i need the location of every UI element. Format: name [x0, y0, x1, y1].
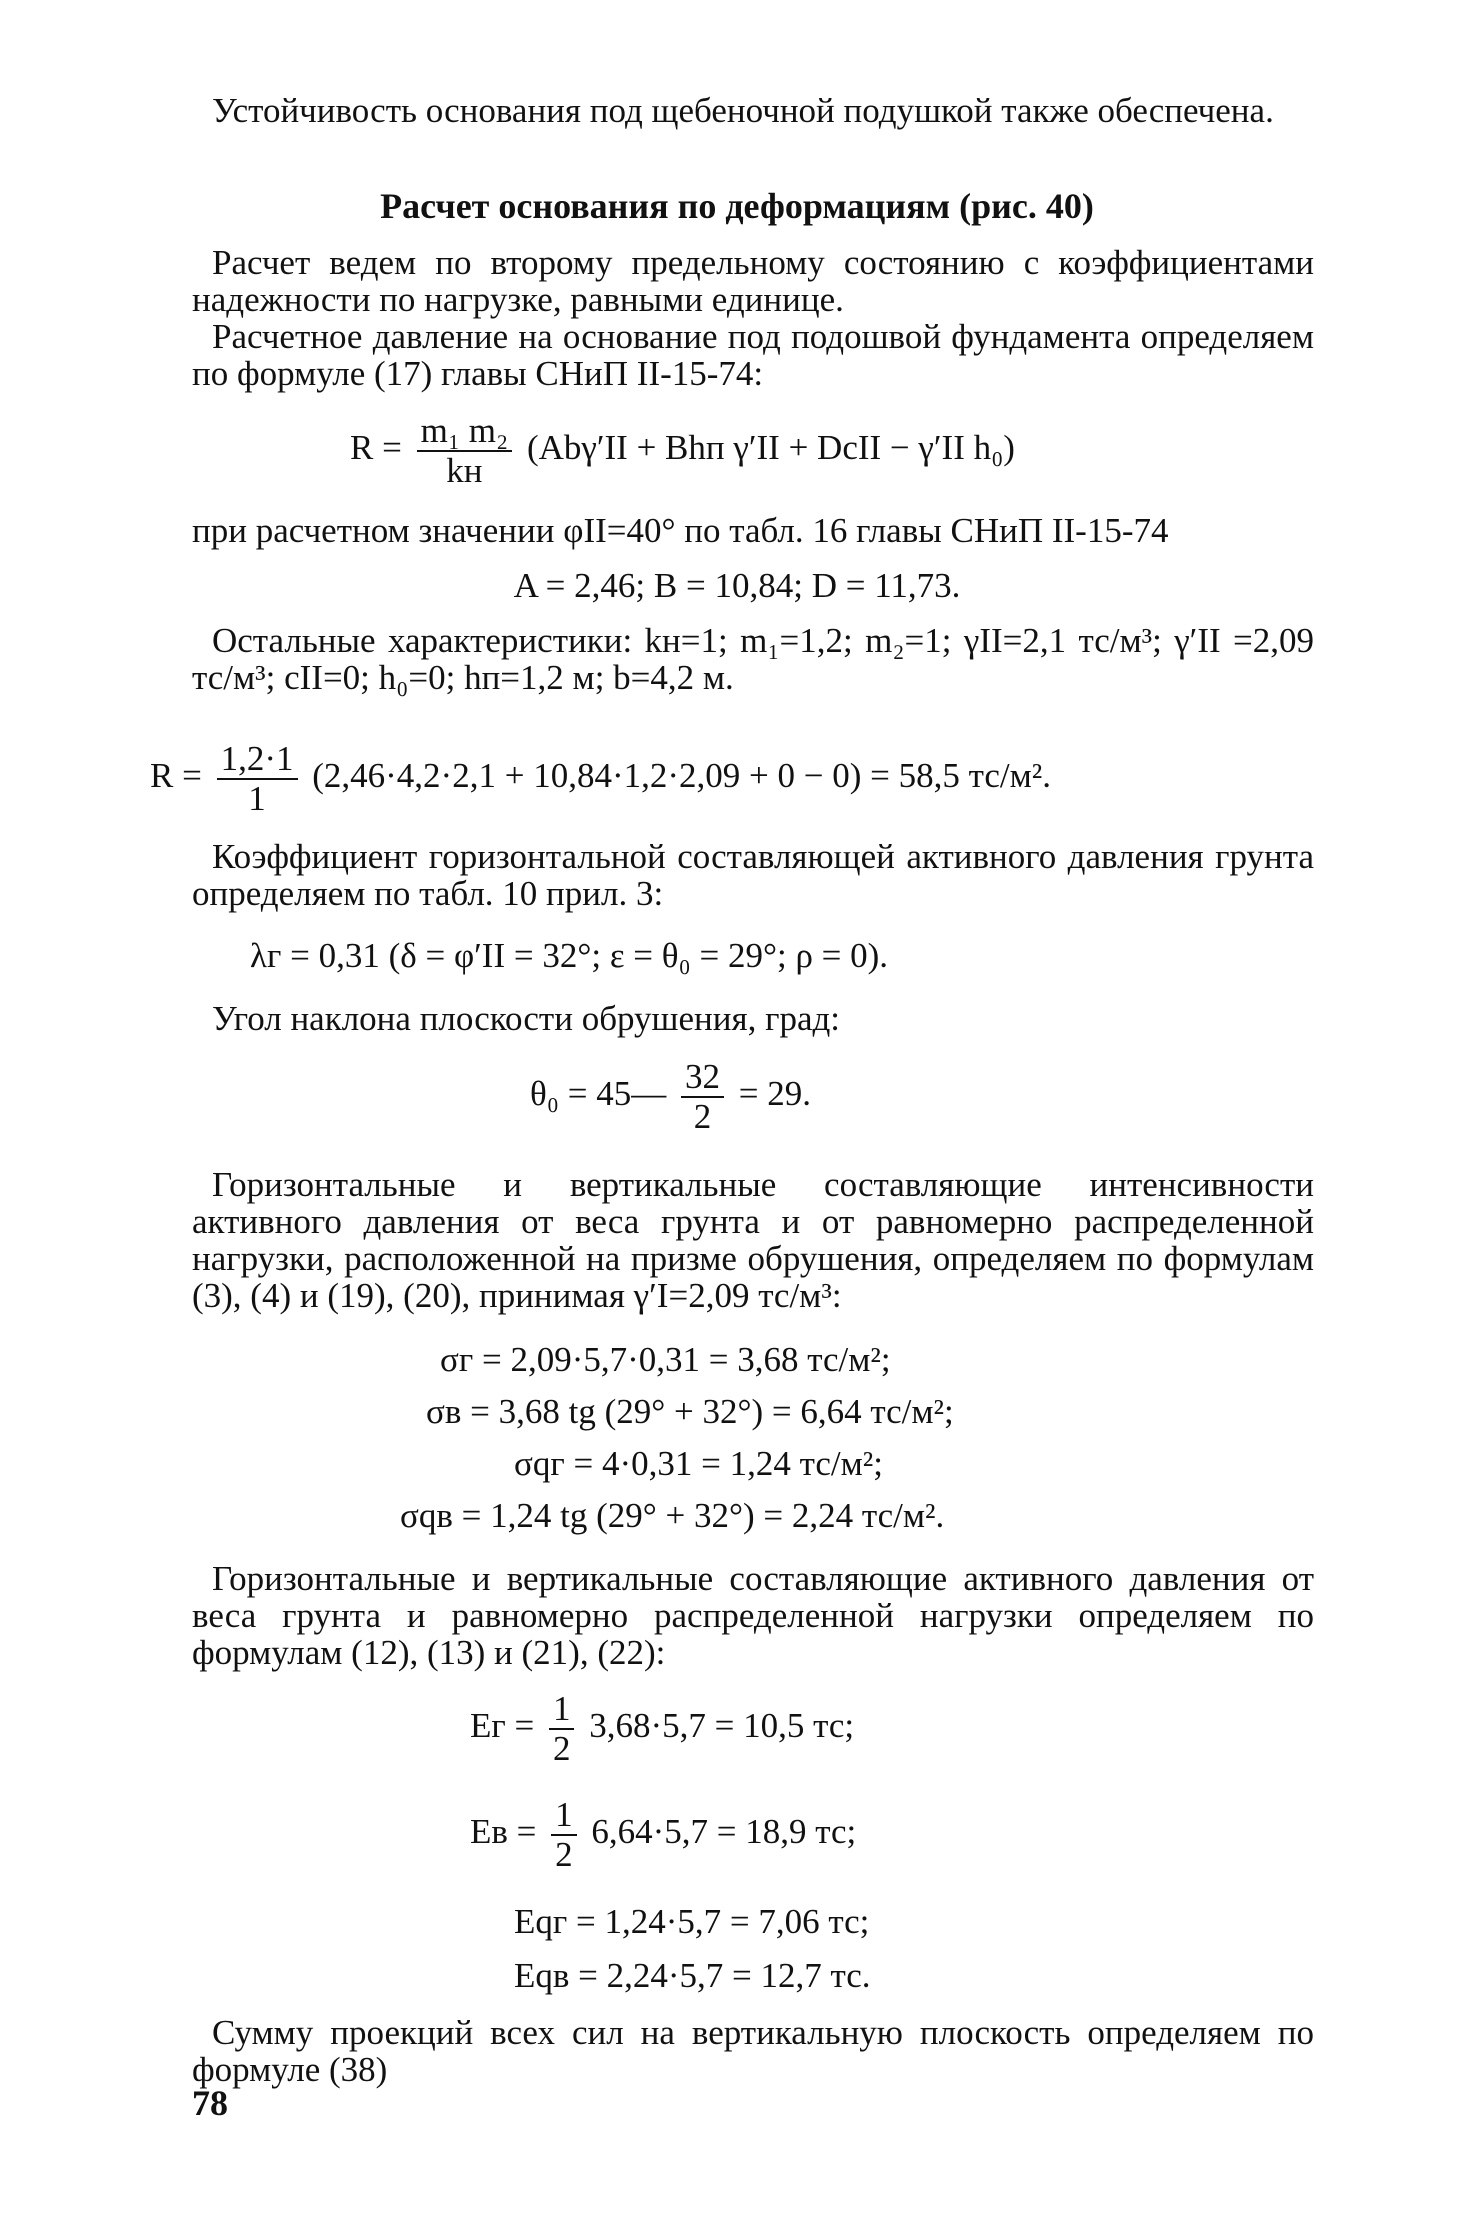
formula-E-qv: Eqв = 2,24·5,7 = 12,7 тс. [514, 1956, 871, 1995]
fraction [681, 1058, 724, 1136]
fraction [217, 740, 298, 818]
fraction-denominator: 2 [552, 1729, 571, 1768]
fraction-numerator: m₁ m₂ [417, 412, 513, 452]
fraction-denominator: 1 [248, 779, 266, 818]
paragraph-stability: Устойчивость основания под щебеночной подушкой также обеспечена. [212, 91, 1274, 130]
fraction [551, 1796, 577, 1874]
fraction [417, 412, 513, 490]
formula-E-v-rhs: 6,64·5,7 = 18,9 тс; [591, 1812, 857, 1852]
fraction-denominator: kн [446, 451, 483, 490]
formula-R-numeric [150, 740, 1051, 818]
formula-theta-rhs: = 29. [738, 1074, 811, 1114]
formula-sigma-h: σг = 2,09·5,7·0,31 = 3,68 тс/м²; [440, 1340, 891, 1379]
formula-E-h-rhs: 3,68·5,7 = 10,5 тс; [589, 1706, 855, 1746]
formula-R-lhs: R = [350, 428, 402, 468]
formula-sigma-qv: σqв = 1,24 tg (29° + 32°) = 2,24 тс/м². [400, 1496, 945, 1535]
formula-R-rhs: (Abγ′II + Bhп γ′II + DcII − γ′II h₀) [526, 428, 1015, 468]
paragraph-sum-projections: Сумму проекций всех сил на вертикальную плоскость определяем по формуле (38) [192, 2013, 1314, 2089]
paragraph-characteristics: Остальные характеристики: kн=1; m₁=1,2; m₂=1; γII=2,1 тс/м³; γ′II =2,09 тс/м³; cII=0; h₀=0; hп=1,2 м; b=4,2 м. [192, 621, 1314, 697]
paragraph-slip-angle: Угол наклона плоскости обрушения, град: [212, 999, 841, 1038]
formula-sigma-qh: σqг = 4·0,31 = 1,24 тс/м²; [514, 1444, 883, 1483]
paragraph-phi-value: при расчетном значении φII=40° по табл. 16 главы СНиП II-15-74 [192, 511, 1169, 550]
fraction-numerator: 32 [681, 1058, 724, 1098]
formula-R-lhs: R = [150, 756, 202, 796]
paragraph-active-pressure: Горизонтальные и вертикальные составляющие активного давления от веса грунта и равномерно распределенной нагрузки определяем по формулам (12), (13) и (21), (22): [192, 1559, 1314, 1672]
page-number: 78 [192, 2083, 228, 2123]
paragraph-horizontal-coefficient: Коэффициент горизонтальной составляющей активного давления грунта определяем по табл. 10 прил. 3: [192, 837, 1314, 913]
paragraph-pressure-intensity: Горизонтальные и вертикальные составляющие интенсивности активного давления от веса грунта и от равномерно распределенной нагрузки, расположенной на призме обрушения, определяем по формулам (3), (4) и (19), (20), принимая γ′I=2,09 тс/м³: [192, 1165, 1314, 1315]
paragraph-design-pressure: Расчетное давление на основание под подошвой фундамента определяем по формуле (17) главы СНиП II-15-74: [192, 317, 1314, 393]
formula-theta-lhs: θ₀ = 45— [530, 1074, 667, 1114]
fraction-numerator: 1 [549, 1690, 575, 1730]
paragraph-calc-intro: Расчет ведем по второму предельному состоянию с коэффициентами надежности по нагрузке, равными единице. [192, 243, 1314, 319]
section-heading: Расчет основания по деформациям (рис. 40) [380, 186, 1094, 226]
formula-E-h [470, 1690, 854, 1768]
formula-R-rhs: (2,46·4,2·2,1 + 10,84·1,2·2,09 + 0 − 0) = 58,5 тс/м². [312, 756, 1052, 796]
fraction-numerator: 1 [551, 1796, 577, 1836]
formula-R-general [350, 412, 1015, 490]
formula-theta [530, 1058, 811, 1136]
formula-E-v [470, 1796, 856, 1874]
fraction-denominator: 2 [693, 1097, 712, 1136]
formula-E-qh: Eqг = 1,24·5,7 = 7,06 тс; [514, 1902, 870, 1941]
fraction-numerator: 1,2·1 [217, 740, 298, 780]
fraction [549, 1690, 575, 1768]
formula-sigma-v: σв = 3,68 tg (29° + 32°) = 6,64 тс/м²; [426, 1392, 954, 1431]
fraction-denominator: 2 [555, 1835, 573, 1874]
formula-E-h-lhs: Eг = [470, 1706, 535, 1746]
formula-coefficients: A = 2,46; B = 10,84; D = 11,73. [513, 566, 961, 605]
formula-E-v-lhs: Eв = [470, 1812, 537, 1852]
formula-lambda: λг = 0,31 (δ = φ′II = 32°; ε = θ₀ = 29°; ρ = 0). [250, 936, 889, 975]
